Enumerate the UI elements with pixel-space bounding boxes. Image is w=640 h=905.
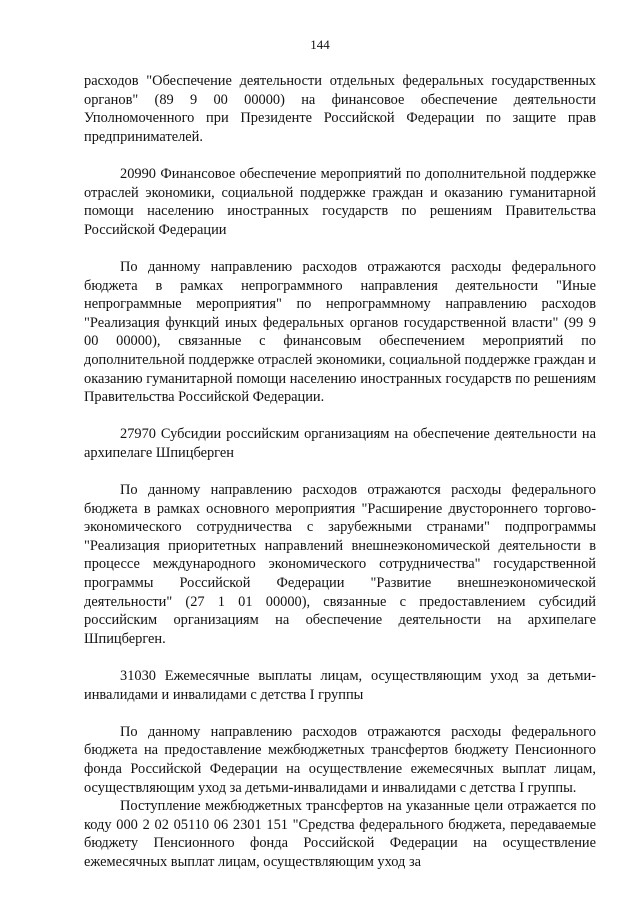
document-body xyxy=(84,72,596,872)
section-heading-20990: 20990 Финансовое обеспечение мероприятий по дополнительной поддержке отраслей экономики, социальной поддержке граждан и оказанию гуманитарной помощи населению иностранных государств по решениям Правительства Российской Федерации xyxy=(84,165,596,238)
paragraph-31030-description: По данному направлению расходов отражаются расходы федерального бюджета на предоставление межбюджетных трансфертов бюджету Пенсионного фонда Российской Федерации на осуществление ежемесячных выплат лицам, осуществляющим уход за детьми-инвалидами и инвалидами с детства I группы. xyxy=(84,723,596,796)
section-heading-27970: 27970 Субсидии российским организациям на обеспечение деятельности на архипелаге Шпицберген xyxy=(84,426,596,461)
paragraph-27970-description: По данному направлению расходов отражаются расходы федерального бюджета в рамках основного мероприятия "Расширение двустороннего торгово-экономического сотрудничества с зарубежными странами" подпрограммы "Реализация приоритетных направлений внешнеэкономической деятельности в процессе международного экономического сотрудничества" государственной программы Российской Федерации "Развитие внешнеэкономической деятельности" (27 1 01 00000), связанные с предоставлением субсидий российским организациям на обеспечение деятельности на архипелаге Шпицберген. xyxy=(84,482,596,647)
page-number: 144 xyxy=(310,37,330,52)
paragraph-20990-description: По данному направлению расходов отражаются расходы федерального бюджета в рамках непрограммного направления деятельности "Иные непрограммные мероприятия" по непрограммному направлению расходов "Реализация функций иных федеральных органов государственной власти" (99 9 00 00000), связанные с финансовым обеспечением мероприятий по дополнительной поддержке отраслей экономики, социальной поддержке граждан и оказанию гуманитарной помощи населению иностранных государств по решениям Правительства Российской Федерации. xyxy=(84,258,596,406)
paragraph-continuation: расходов "Обеспечение деятельности отдельных федеральных государственных органов" (89 9 00 00000) на финансовое обеспечение деятельности Уполномоченного при Президенте Российской Федерации по защите прав предпринимателей. xyxy=(84,73,596,145)
paragraph-31030-receipts: Поступление межбюджетных трансфертов на указанные цели отражается по коду 000 2 02 05110 06 2301 151 "Средства федерального бюджета, передаваемые бюджету Пенсионного фонда Российской Федерации на осуществление ежемесячных выплат лицам, осуществляющим уход за xyxy=(84,798,596,870)
section-heading-31030: 31030 Ежемесячные выплаты лицам, осуществляющим уход за детьми-инвалидами и инвалидами с детства I группы xyxy=(84,668,596,703)
